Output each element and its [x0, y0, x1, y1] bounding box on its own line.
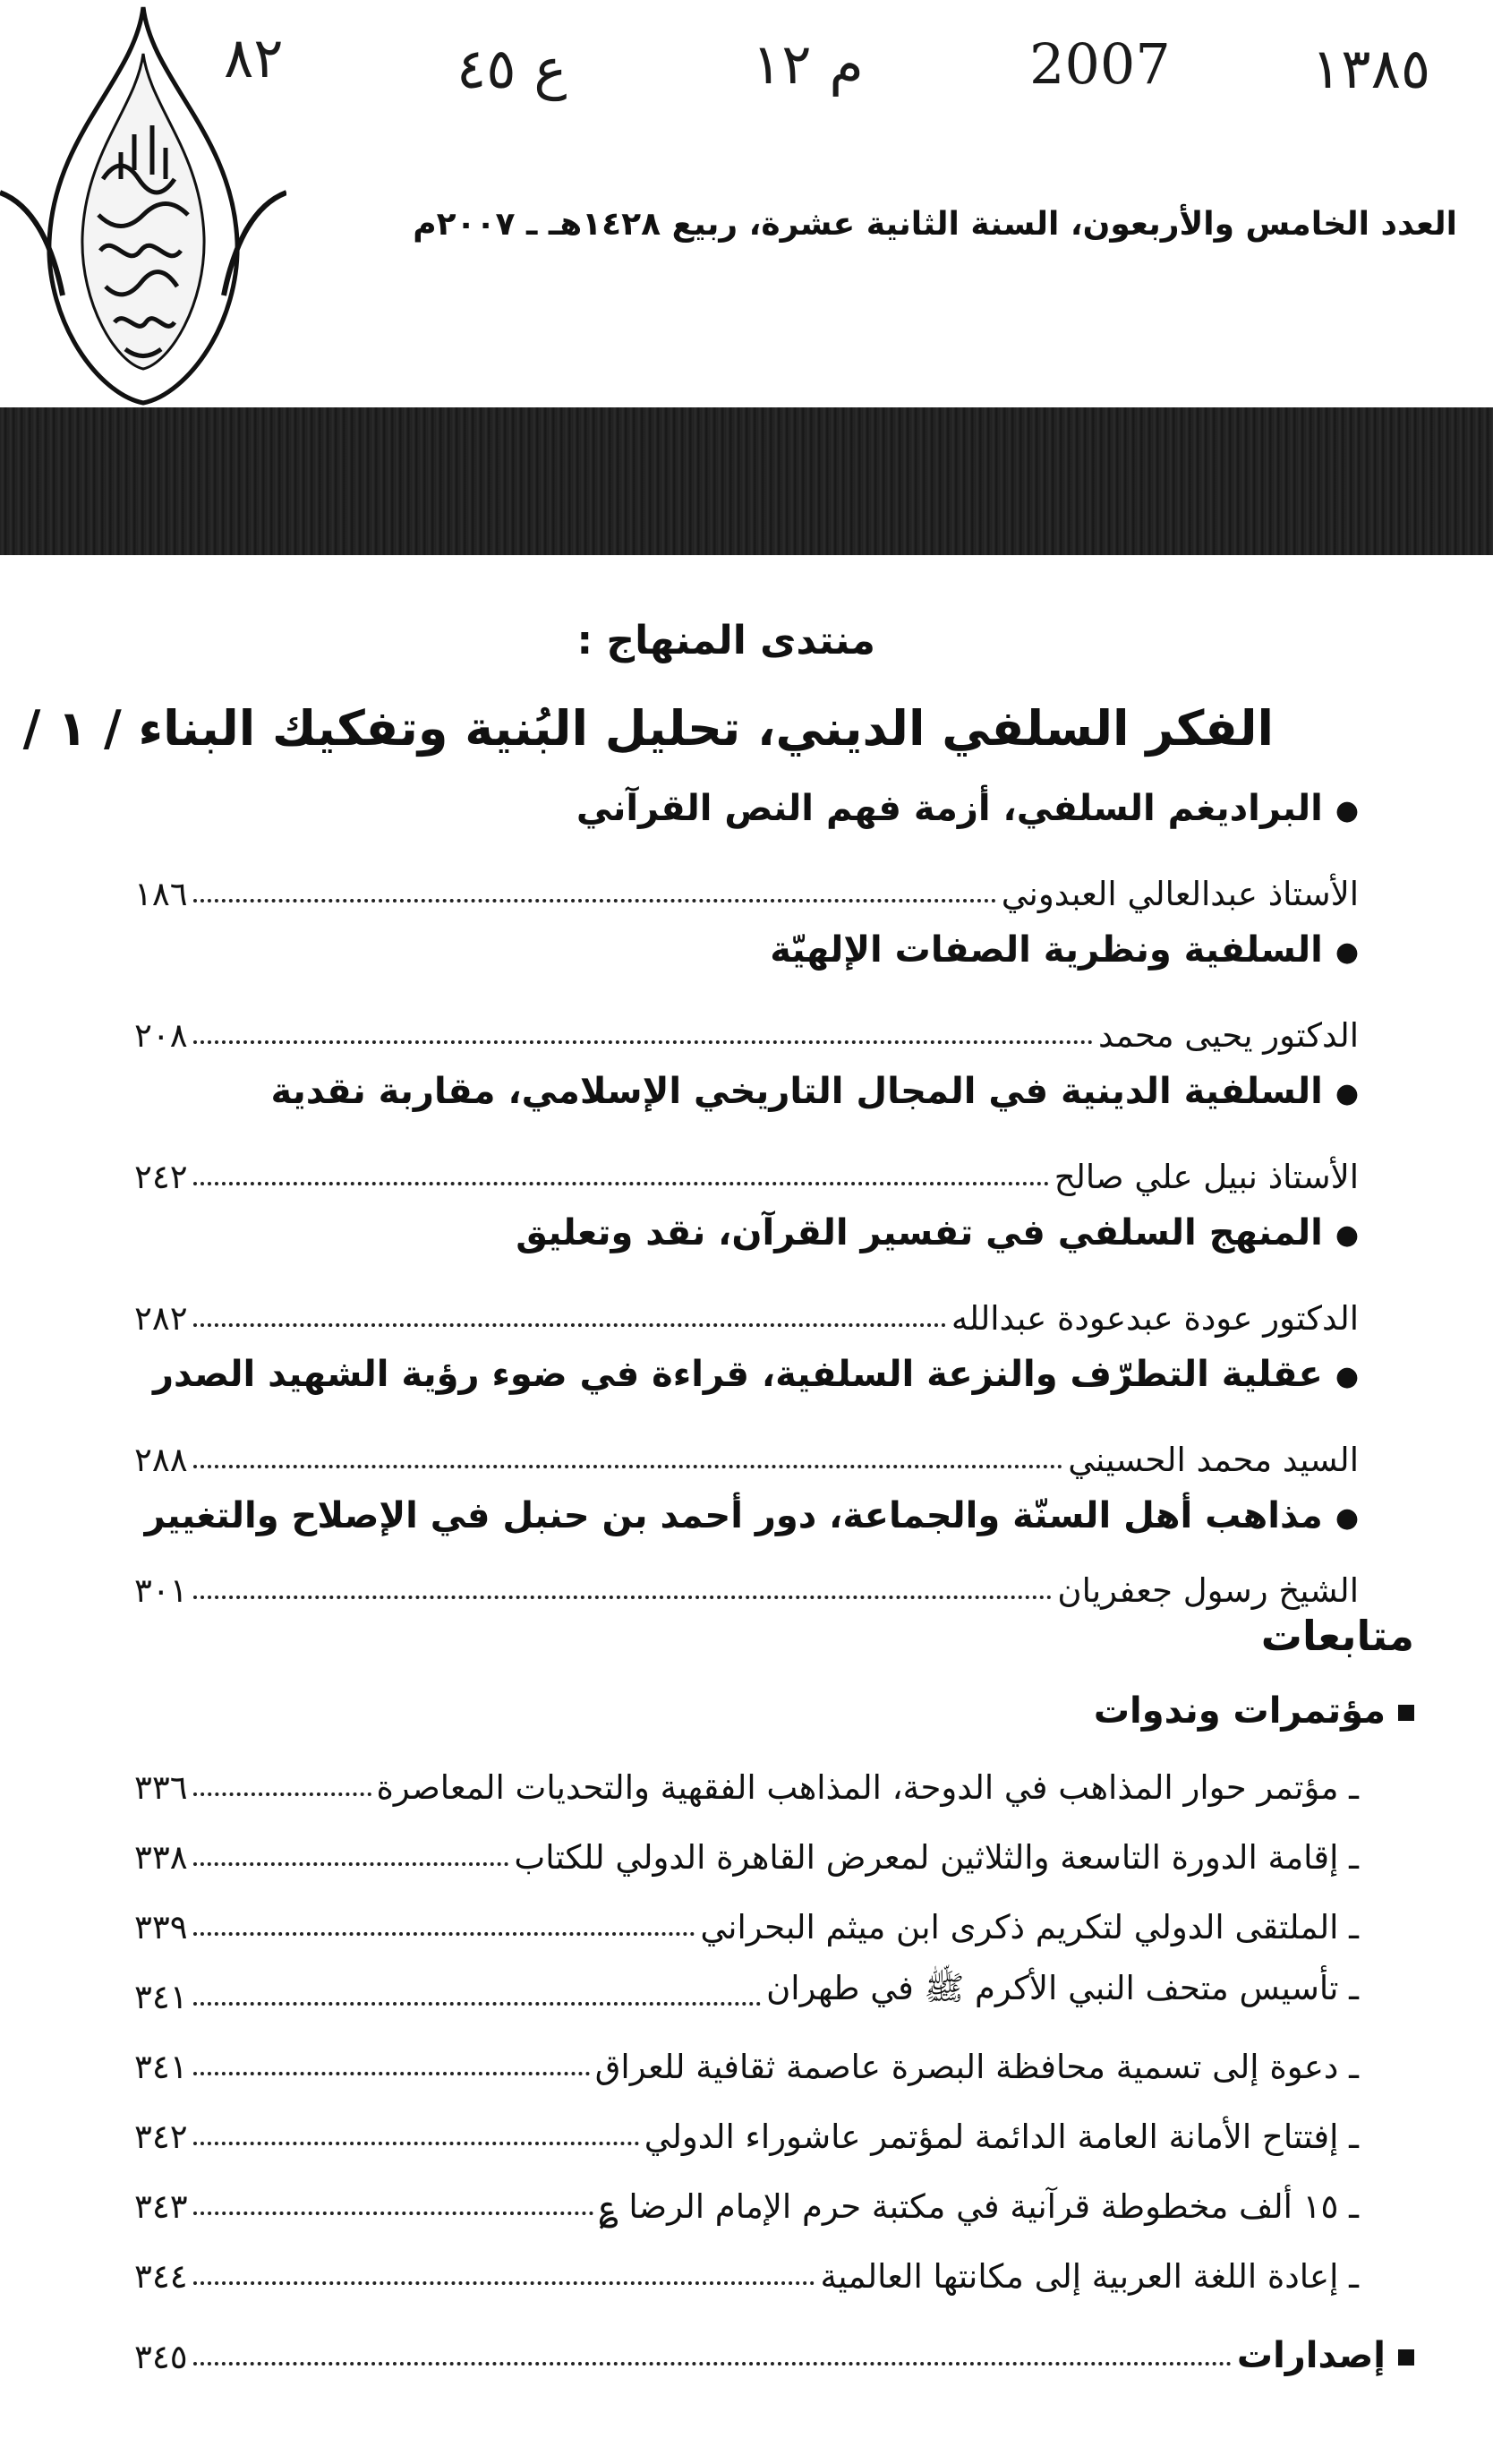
- bullet-icon: ●: [1335, 1502, 1359, 1534]
- dot-leader: [193, 1932, 695, 1936]
- page-number: ٢٤٢: [134, 1158, 188, 1196]
- article-title[interactable]: ●البراديغم السلفي، أزمة فهم النص القرآني: [576, 788, 1359, 829]
- toc-entry-text: ـ مؤتمر حوار المذاهب في الدوحة، المذاهب الفقهية والتحديات المعاصرة: [376, 1768, 1359, 1807]
- toc-author-row: [134, 1284, 1359, 1338]
- forum-label: منتدى المنهاج :: [576, 618, 875, 663]
- handwritten-month: م ١٢: [752, 31, 864, 97]
- article-title[interactable]: ●مذاهب أهل السنّة والجماعة، دور أحمد بن حنبل في الإصلاح والتغيير: [144, 1495, 1359, 1536]
- toc-author-row: [134, 1556, 1359, 1610]
- toc-entry-row[interactable]: [134, 1895, 1359, 1946]
- page-number: ٣٤١: [134, 2048, 188, 2086]
- page-number: ٢٠٨: [134, 1016, 188, 1055]
- page-number: ٣٣٦: [134, 1768, 188, 1807]
- toc-author-row: [134, 1142, 1359, 1196]
- page-number: ٢٨٢: [134, 1299, 188, 1338]
- dot-leader: [193, 2212, 593, 2215]
- toc-entry-row[interactable]: [134, 1755, 1359, 1807]
- dot-leader: [193, 1040, 1093, 1044]
- toc-entry-row[interactable]: [134, 2104, 1359, 2156]
- bullet-icon: ●: [1335, 794, 1359, 826]
- article-title[interactable]: ●عقلية التطرّف والنزعة السلفية، قراءة في ضوء رؤية الشهيد الصدر: [152, 1354, 1359, 1395]
- toc-entry-row[interactable]: [134, 2174, 1359, 2226]
- toc-entry-row[interactable]: [134, 1825, 1359, 1877]
- releases-heading: إصدارات: [1237, 2335, 1414, 2376]
- dot-leader: [193, 1792, 371, 1796]
- releases-row[interactable]: [134, 2324, 1414, 2376]
- article-title[interactable]: ●المنهج السلفي في تفسير القرآن، نقد وتعليق: [516, 1212, 1359, 1253]
- handwritten-year: 2007: [1029, 31, 1171, 97]
- page-number: ٣٤١: [134, 1978, 188, 2016]
- toc-entry-text: ـ ١٥ ألف مخطوطة قرآنية في مكتبة حرم الإمام الرضا ؏: [598, 2187, 1359, 2226]
- article-author: الدكتور عودة عبدعودة عبدالله: [951, 1299, 1359, 1338]
- handwritten-mark: ٨٢: [224, 25, 284, 90]
- page-number: ٣٤٥: [134, 2338, 188, 2376]
- bullet-icon: ●: [1335, 1219, 1359, 1251]
- conferences-heading: مؤتمرات وندوات: [1094, 1690, 1414, 1732]
- bullet-icon: ●: [1335, 936, 1359, 968]
- page-number: ١٨٦: [134, 875, 188, 913]
- bullet-icon: ●: [1335, 1077, 1359, 1109]
- toc-entry-text: ـ تأسيس متحف النبي الأكرم ﷺ في طهران: [766, 1969, 1359, 2007]
- toc-author-row: [134, 860, 1359, 913]
- article-author: الأستاذ نبيل علي صالح: [1054, 1158, 1359, 1196]
- toc-entry-text: ـ إفتتاح الأمانة العامة الدائمة لمؤتمر عاشوراء الدولي: [644, 2118, 1359, 2156]
- page-number: ٣٣٨: [134, 1838, 188, 1877]
- toc-entry-row[interactable]: [134, 1964, 1359, 2016]
- article-author: السيد محمد الحسيني: [1068, 1441, 1359, 1479]
- dark-banner: [0, 407, 1493, 555]
- forum-title: الفكر السلفي الديني، تحليل البُنية وتفكيك البناء / ١ /: [22, 700, 1274, 757]
- page-number: ٣٤٤: [134, 2257, 188, 2296]
- dot-leader: [193, 2072, 590, 2075]
- article-author: الأستاذ عبدالعالي العبدوني: [1001, 875, 1359, 913]
- handwritten-day: ع ٤٥: [456, 36, 567, 101]
- toc-entry-text: ـ دعوة إلى تسمية محافظة البصرة عاصمة ثقافية للعراق: [594, 2048, 1359, 2086]
- handwritten-catalog-number: ١٣٨٥: [1311, 36, 1431, 101]
- dot-leader: [193, 2281, 815, 2285]
- issue-line: العدد الخامس والأربعون، السنة الثانية عشرة، ربيع ١٤٢٨هـ ـ ٢٠٠٧م: [413, 206, 1457, 243]
- article-author: الدكتور يحيى محمد: [1098, 1016, 1359, 1055]
- page-number: ٣٠١: [134, 1571, 188, 1610]
- page-number: ٣٤٢: [134, 2118, 188, 2156]
- page-number: ٢٨٨: [134, 1441, 188, 1479]
- page-number: ٣٣٩: [134, 1908, 188, 1946]
- article-author: الشيخ رسول جعفريان: [1057, 1571, 1359, 1610]
- dot-leader: [193, 1323, 946, 1327]
- article-title[interactable]: ●السلفية الدينية في المجال التاريخي الإسلامي، مقاربة نقدية: [270, 1071, 1359, 1112]
- dot-leader: [193, 2002, 761, 2006]
- dot-leader: [193, 1182, 1049, 1185]
- dot-leader: [193, 1596, 1053, 1599]
- dot-leader: [193, 1862, 509, 1866]
- dot-leader: [193, 1465, 1063, 1468]
- square-bullet-icon: [1398, 1705, 1414, 1721]
- toc-entry-row[interactable]: [134, 2034, 1359, 2086]
- dot-leader: [193, 2142, 639, 2145]
- follow-ups-heading: متابعات: [1260, 1612, 1414, 1660]
- square-bullet-icon: [1398, 2349, 1414, 2366]
- toc-author-row: [134, 1001, 1359, 1055]
- dot-leader: [193, 899, 996, 903]
- toc-entry-row[interactable]: [134, 2244, 1359, 2296]
- dot-leader: [193, 2362, 1232, 2366]
- article-title[interactable]: ●السلفية ونظرية الصفات الإلهيّة: [770, 929, 1359, 971]
- toc-entry-text: ـ إعادة اللغة العربية إلى مكانتها العالمية: [820, 2257, 1359, 2296]
- toc-entry-text: ـ إقامة الدورة التاسعة والثلاثين لمعرض القاهرة الدولي للكتاب: [514, 1838, 1359, 1877]
- page-number: ٣٤٣: [134, 2187, 188, 2226]
- bullet-icon: ●: [1335, 1360, 1359, 1392]
- toc-author-row: [134, 1425, 1359, 1479]
- toc-entry-text: ـ الملتقى الدولي لتكريم ذكرى ابن ميثم البحراني: [700, 1908, 1359, 1946]
